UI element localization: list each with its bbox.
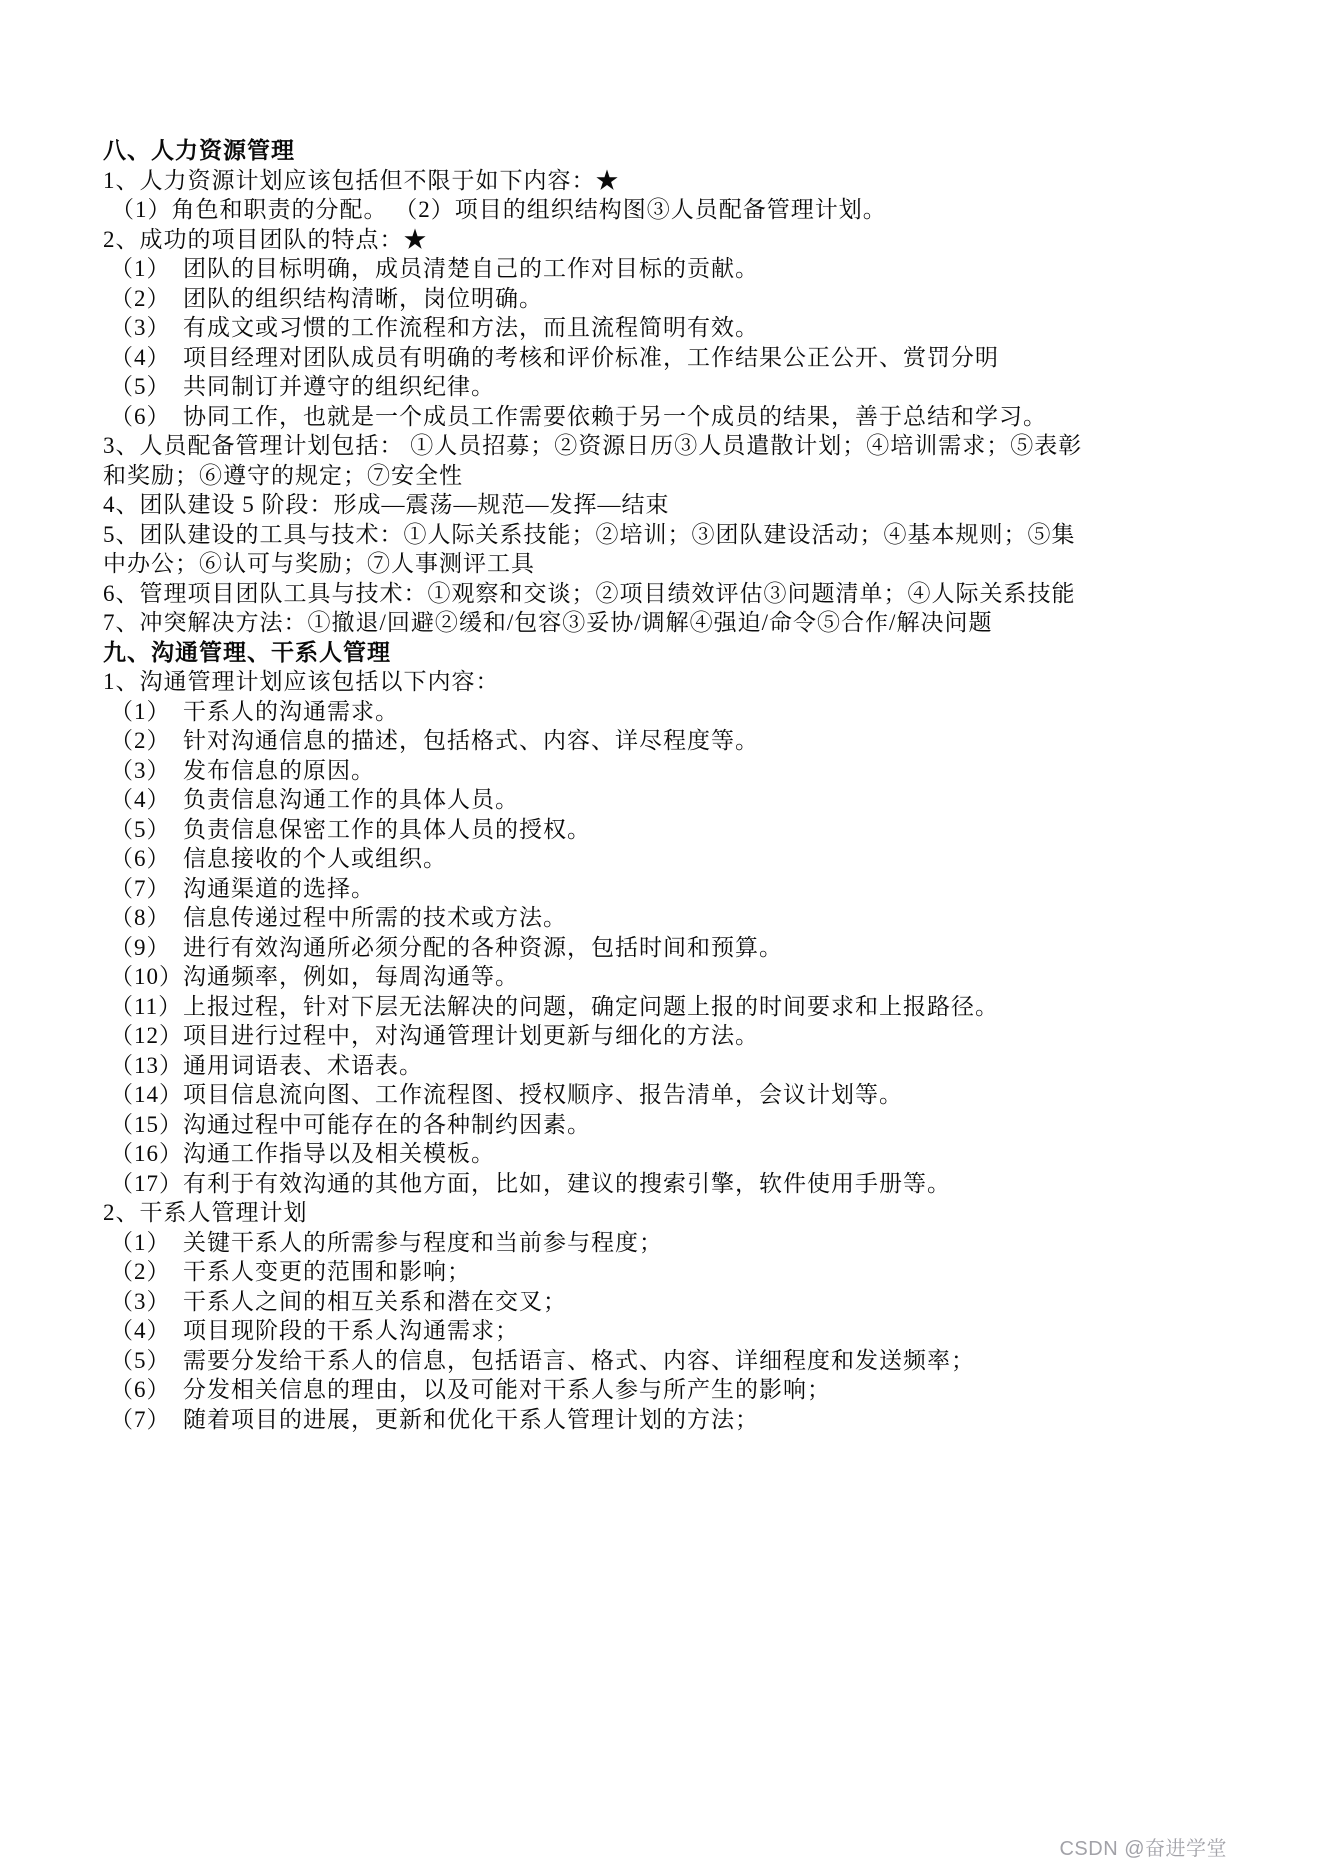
- list-item-marker: （9）: [110, 934, 171, 960]
- list-item-text: 项目经理对团队成员有明确的考核和评价标准，工作结果公正公开、赏罚分明: [183, 344, 999, 370]
- list-item: [103, 402, 1227, 432]
- section-heading: 九、沟通管理、干系人管理: [103, 639, 391, 665]
- list-item-marker: （4）: [110, 344, 171, 370]
- list-item: [103, 1257, 1227, 1287]
- list-item: [103, 1346, 1227, 1376]
- list-item-marker: （10）: [110, 964, 183, 989]
- list-item: [103, 1110, 1227, 1140]
- section-heading: 八、人力资源管理: [103, 138, 295, 163]
- list-item: [103, 1169, 1227, 1199]
- list-item-marker: （11）: [110, 993, 183, 1019]
- list-item-marker: （6）: [110, 846, 171, 871]
- list-item-text: 干系人的沟通需求。: [183, 698, 399, 724]
- document-line: 6、管理项目团队工具与技术：①观察和交谈；②项目绩效评估③问题清单；④人际关系技能: [103, 580, 1076, 606]
- list-item: [103, 1375, 1227, 1405]
- document-line: 和奖励；⑥遵守的规定；⑦安全性: [103, 462, 463, 488]
- list-item-text: 干系人变更的范围和影响；: [183, 1259, 471, 1284]
- list-item-text: 干系人之间的相互关系和潜在交叉；: [183, 1288, 567, 1314]
- list-item: [103, 254, 1227, 284]
- list-item-text: 关键干系人的所需参与程度和当前参与程度；: [183, 1229, 663, 1255]
- list-item-text: 项目信息流向图、工作流程图、授权顺序、报告清单，会议计划等。: [183, 1082, 903, 1107]
- list-item-marker: （6）: [110, 1377, 171, 1402]
- list-item-marker: （15）: [110, 1111, 183, 1137]
- list-item-marker: （2）: [110, 285, 171, 311]
- list-item-marker: （17）: [110, 1170, 183, 1196]
- list-item-marker: （7）: [110, 875, 171, 901]
- list-item-text: 进行有效沟通所必须分配的各种资源，包括时间和预算。: [183, 934, 783, 960]
- list-item-text: 有利于有效沟通的其他方面，比如，建议的搜索引擎，软件使用手册等。: [183, 1170, 951, 1196]
- list-item-marker: （12）: [110, 1023, 183, 1048]
- list-item: [103, 1316, 1227, 1346]
- list-item-marker: （6）: [110, 403, 171, 429]
- list-item-text: 针对沟通信息的描述，包括格式、内容、详尽程度等。: [183, 728, 759, 753]
- list-item: [103, 1051, 1227, 1081]
- list-item-marker: （14）: [110, 1082, 183, 1107]
- list-item-text: 共同制订并遵守的组织纪律。: [183, 374, 495, 399]
- list-item: [103, 1405, 1227, 1435]
- list-item: [103, 962, 1227, 992]
- list-item: [103, 933, 1227, 963]
- list-item: [103, 874, 1227, 904]
- list-item-marker: （4）: [110, 787, 171, 812]
- list-item: [103, 992, 1227, 1022]
- list-item: [103, 726, 1227, 756]
- list-item-marker: （3）: [110, 1288, 171, 1314]
- list-item-marker: （13）: [110, 1052, 183, 1078]
- list-item-text: 有成文或习惯的工作流程和方法，而且流程简明有效。: [183, 315, 759, 340]
- document-line: 1、人力资源计划应该包括但不限于如下内容：★: [103, 167, 620, 193]
- list-item-marker: （2）: [110, 728, 171, 753]
- list-item-text: 团队的目标明确，成员清楚自己的工作对目标的贡献。: [183, 256, 759, 281]
- list-item-text: 负责信息沟通工作的具体人员。: [183, 787, 519, 812]
- list-item-text: 项目现阶段的干系人沟通需求；: [183, 1318, 519, 1343]
- list-item-text: 沟通频率，例如，每周沟通等。: [183, 964, 519, 989]
- document-line: 5、团队建设的工具与技术：①人际关系技能；②培训；③团队建设活动；④基本规则；⑤集: [103, 521, 1076, 547]
- list-item: [103, 1287, 1227, 1317]
- list-item-text: 上报过程，针对下层无法解决的问题，确定问题上报的时间要求和上报路径。: [183, 993, 999, 1019]
- list-item-marker: （8）: [110, 905, 171, 930]
- list-item: [103, 284, 1227, 314]
- list-item-marker: （4）: [110, 1318, 171, 1343]
- list-item-text: 随着项目的进展，更新和优化干系人管理计划的方法；: [183, 1406, 759, 1432]
- list-item-text: 通用词语表、术语表。: [183, 1052, 423, 1078]
- list-item: [103, 313, 1227, 343]
- list-item-marker: （16）: [110, 1141, 183, 1166]
- document-line: 2、干系人管理计划: [103, 1200, 308, 1225]
- list-item-text: 协同工作，也就是一个成员工作需要依赖于另一个成员的结果，善于总结和学习。: [183, 403, 1047, 429]
- list-item: [103, 1139, 1227, 1169]
- list-item-marker: （3）: [110, 757, 171, 783]
- list-item-marker: （1）: [110, 698, 171, 724]
- document-line: 7、冲突解决方法：①撤退/回避②缓和/包容③妥协/调解④强迫/命令⑤合作/解决问题: [103, 610, 993, 635]
- document-line: 1、沟通管理计划应该包括以下内容：: [103, 669, 500, 694]
- list-item-marker: （2）: [110, 1259, 171, 1284]
- list-item-text: 沟通过程中可能存在的各种制约因素。: [183, 1111, 591, 1137]
- list-item: [103, 844, 1227, 874]
- list-item: [103, 756, 1227, 786]
- document-body: [103, 136, 1227, 1434]
- document-line: 4、团队建设 5 阶段：形成—震荡—规范—发挥—结束: [103, 492, 670, 517]
- list-item: [103, 372, 1227, 402]
- list-item-text: 沟通工作指导以及相关模板。: [183, 1141, 495, 1166]
- document-line: 3、人员配备管理计划包括： ①人员招募；②资源日历③人员遣散计划；④培训需求；⑤表彰: [103, 433, 1083, 458]
- list-item-text: 发布信息的原因。: [183, 757, 375, 783]
- list-item: [103, 1021, 1227, 1051]
- list-item-marker: （7）: [110, 1406, 171, 1432]
- list-item-text: 负责信息保密工作的具体人员的授权。: [183, 816, 591, 842]
- list-item-marker: （3）: [110, 315, 171, 340]
- list-item-text: 信息接收的个人或组织。: [183, 846, 447, 871]
- list-item-text: 团队的组织结构清晰，岗位明确。: [183, 285, 543, 311]
- list-item-marker: （1）: [110, 256, 171, 281]
- document-line: 中办公；⑥认可与奖励；⑦人事测评工具: [103, 551, 535, 576]
- list-item: [103, 343, 1227, 373]
- list-item: [103, 697, 1227, 727]
- list-item-marker: （5）: [110, 816, 171, 842]
- watermark: CSDN @奋进学堂: [1059, 1838, 1227, 1860]
- list-item-text: 沟通渠道的选择。: [183, 875, 375, 901]
- list-item: [103, 1080, 1227, 1110]
- list-item: [103, 903, 1227, 933]
- list-item-text: 信息传递过程中所需的技术或方法。: [183, 905, 567, 930]
- list-item-text: 分发相关信息的理由，以及可能对干系人参与所产生的影响；: [183, 1377, 831, 1402]
- list-item-marker: （5）: [110, 374, 171, 399]
- list-item: [103, 815, 1227, 845]
- document-line: 2、成功的项目团队的特点：★: [103, 226, 428, 252]
- list-item-text: 项目进行过程中，对沟通管理计划更新与细化的方法。: [183, 1023, 759, 1048]
- list-item-marker: （1）: [110, 1229, 171, 1255]
- list-item: [103, 785, 1227, 815]
- list-item: [103, 1228, 1227, 1258]
- list-item-text: 需要分发给干系人的信息，包括语言、格式、内容、详细程度和发送频率；: [183, 1347, 975, 1373]
- list-item-marker: （5）: [110, 1347, 171, 1373]
- document-line: （1）角色和职责的分配。 （2）项目的组织结构图③人员配备管理计划。: [111, 197, 887, 222]
